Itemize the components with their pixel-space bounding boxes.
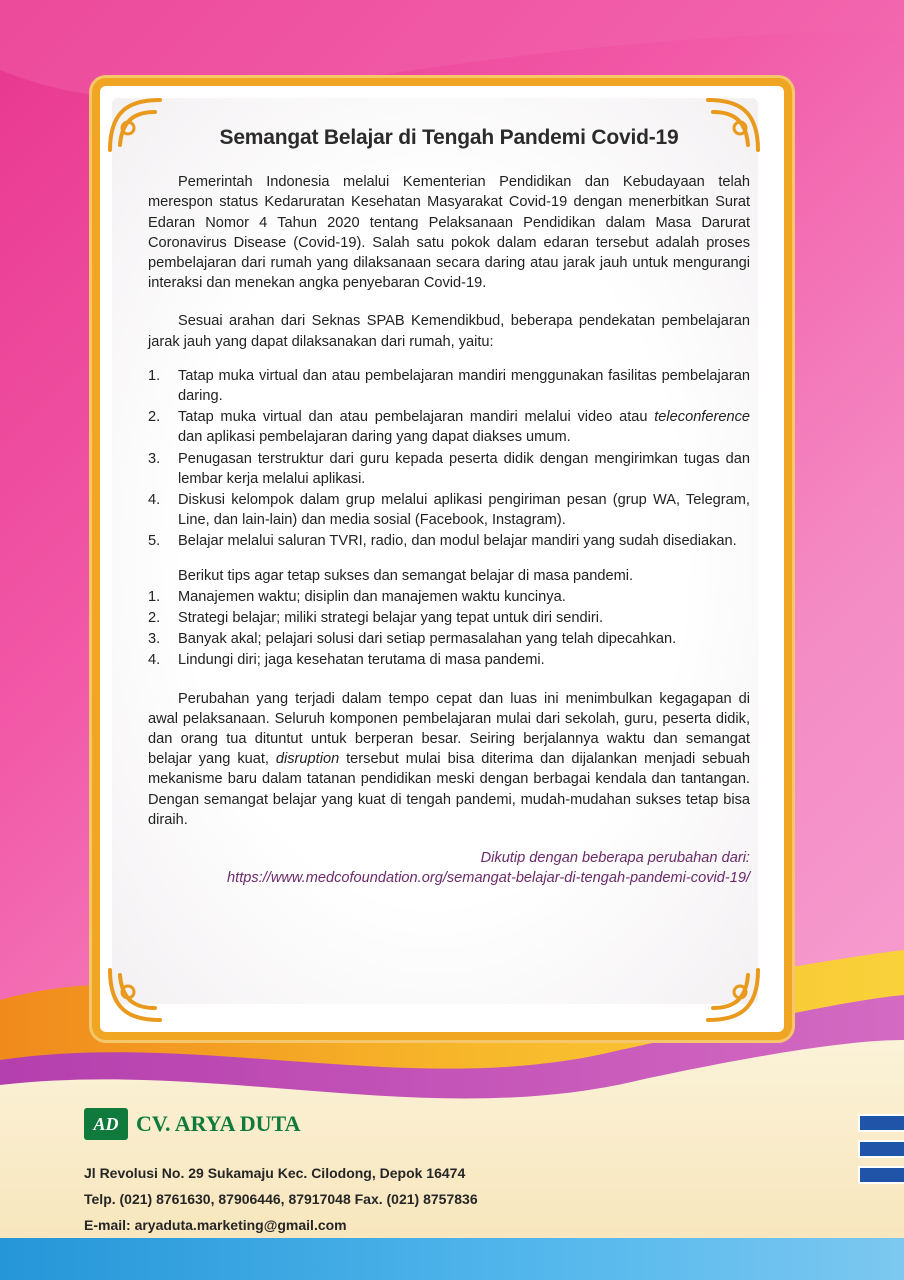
list-number: 1. — [148, 367, 161, 384]
list-number: 4. — [148, 652, 161, 669]
list-text: Diskusi kelompok dalam grup melalui aplikasi pengiriman pesan (grup WA, Telegram, Line, dan lain-lain) dan media sosial (Facebook, Instagram). — [178, 492, 750, 529]
list-item — [148, 608, 750, 628]
list-item — [148, 531, 750, 551]
list-number: 4. — [148, 492, 161, 509]
list-text: Penugasan terstruktur dari guru kepada peserta didik dengan mengirimkan tugas dan lembar kerja melalui aplikasi. — [178, 450, 750, 487]
list-text: Belajar melalui saluran TVRI, radio, dan modul belajar mandiri yang sudah disediakan. — [178, 533, 737, 550]
list-number: 1. — [148, 588, 161, 605]
publisher-address: Jl Revolusi No. 29 Sukamaju Kec. Cilodong, Depok 16474 — [84, 1165, 466, 1181]
publisher-brand — [84, 1108, 300, 1140]
publisher-phone: Telp. (021) 8761630, 87906446, 87917048 Fax. (021) 8757836 — [84, 1191, 478, 1207]
side-stripes — [858, 1114, 904, 1192]
list-item — [148, 366, 750, 406]
list-item — [148, 407, 750, 447]
italic-term: teleconference — [654, 409, 750, 426]
list-number: 5. — [148, 533, 161, 550]
publisher-contact — [84, 1160, 478, 1238]
list-text: Strategi belajar; miliki strategi belajar yang tepat untuk diri sendiri. — [178, 610, 604, 627]
bottom-color-bar — [0, 1238, 904, 1280]
list-item — [148, 629, 750, 649]
source-label: Dikutip dengan beberapa perubahan dari: — [480, 850, 750, 867]
publisher-email: E-mail: aryaduta.marketing@gmail.com — [84, 1217, 347, 1233]
list-number: 2. — [148, 610, 161, 627]
list-text: Lindungi diri; jaga kesehatan terutama di masa pandemi. — [178, 652, 545, 669]
ornament-bottom-right-icon — [688, 950, 768, 1030]
stripe-bar — [858, 1166, 904, 1184]
paragraph-intro: Pemerintah Indonesia melalui Kementerian Pendidikan dan Kebudayaan telah merespon status Kedaruratan Kesehatan Masyarakat Covid-19 dengan menerbitkan Surat Edaran Nomor 4 Tahun 2020 tentang Pelaksanaan Pendidikan dalam Masa Darurat Coronavirus Disease (Covid-19). Salah satu pokok dalam edaran tersebut adalah proses pembelajaran dari rumah yang dilaksanaan secara daring atau jarak jauh untuk mengurangi interaksi dan menekan angka penyebaran Covid-19. — [148, 174, 750, 292]
list-number: 3. — [148, 631, 161, 648]
list-text: Tatap muka virtual dan atau pembelajaran mandiri menggunakan fasilitas pembelajaran daring. — [178, 367, 750, 405]
list-item — [148, 490, 750, 530]
publisher-name: CV. ARYA DUTA — [136, 1111, 301, 1136]
tips-intro: Berikut tips agar tetap sukses dan semangat belajar di masa pandemi. — [178, 567, 634, 584]
list-number: 2. — [148, 409, 161, 426]
paragraph-approaches-intro: Sesuai arahan dari Seknas SPAB Kemendikbud, beberapa pendekatan pembelajaran jarak jauh yang dapat dilaksanakan dari rumah, yaitu: — [148, 313, 750, 350]
list-item — [148, 587, 750, 607]
list-text: Manajemen waktu; disiplin dan manajemen waktu kuncinya. — [178, 588, 566, 605]
stripe-bar — [858, 1114, 904, 1132]
tips-list — [148, 587, 750, 671]
list-text-part: dan aplikasi pembelajaran daring yang dapat diakses umum. — [178, 429, 571, 446]
list-text — [178, 407, 750, 447]
list-item — [148, 449, 750, 489]
closing-text-part: tersebut mulai bisa diterima dan dijalankan menjadi sebuah mekanisme baru dalam tatanan pendidikan meski dengan berbagai kendala dan tantangan. Dengan semangat belajar yang kuat di tengah pandemi, mudah-mudahan sukses tetap bisa diraih. — [148, 751, 750, 828]
source-url[interactable]: https://www.medcofoundation.org/semangat-belajar-di-tengah-pandemi-covid-19/ — [227, 870, 750, 887]
paragraph-closing — [148, 689, 750, 830]
list-item — [148, 650, 750, 670]
article-title: Semangat Belajar di Tengah Pandemi Covid-19 — [219, 126, 679, 149]
list-text: Banyak akal; pelajari solusi dari setiap permasalahan yang telah dipecahkan. — [178, 631, 677, 648]
publisher-logo: AD — [84, 1108, 128, 1140]
closing-text-part: Perubahan yang terjadi dalam tempo cepat dan luas ini menimbulkan kegagapan di awal pelaksanaan. Seluruh komponen pembelajaran mulai dari sekolah, guru, peserta didik, dan orang tua dituntut untuk berperan besar. Seiring berjalannya waktu dan semangat belajar yang kuat, — [148, 690, 750, 768]
list-text-part: Tatap muka virtual dan atau pembelajaran mandiri melalui video atau — [178, 409, 655, 426]
approaches-list — [148, 366, 750, 552]
article-content — [148, 128, 750, 889]
italic-term: disruption — [275, 751, 340, 768]
list-number: 3. — [148, 450, 161, 467]
stripe-bar — [858, 1140, 904, 1158]
ornament-bottom-left-icon — [100, 950, 180, 1030]
source-citation — [148, 848, 750, 888]
